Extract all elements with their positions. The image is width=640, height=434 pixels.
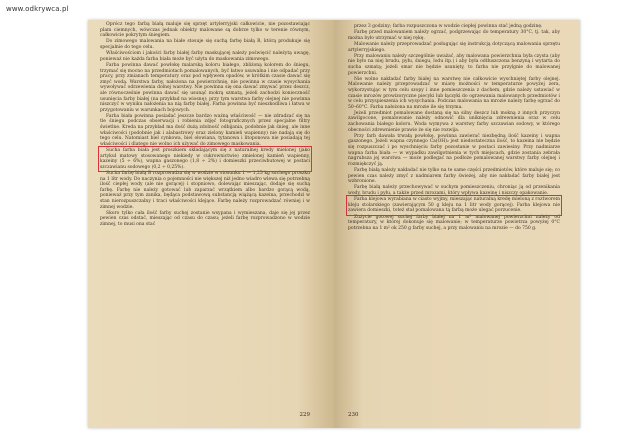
right-paragraph: przez 3 godziny; farba rozpuszczona w wodzie ciepłej powinna stać jedną godzinę. — [354, 24, 543, 29]
right-page-number: 230 — [348, 412, 359, 418]
watermark-text: www.odkrywca.pl — [6, 5, 69, 13]
right-paragraph: Farbę przed malowaniem należy ogrzać, podgrzewając do temperatury 30°C, tj. tak, aby można było utrzymać w niej rękę. — [348, 30, 560, 41]
right-page-text — [348, 24, 560, 232]
left-paragraph: Sucha farbę białą B rozprowadza się w wodzie w stosunku 1 — 1,25 kg suchego proszku na 1 litr wody. Do naczynia o pojemności nie większej niż jedno wiadro wlewa się potrzebną ilość ciepłej wody (ale nie gorącej) i stopniowo, dolewając mieszając, dodaje się suchą farbę. Farbę nie należy gotować lub zaparzać wrzątkiem albo bardzo gorącą wodą, ponieważ przy tym zanika, będąca podstawową substancją wiążącą kazeina, przechodzi w stan nierozpuszczalny i traci właściwości klejące. Farbę należy rozprowadzać równiej i w zimnej wodzie. — [100, 171, 310, 210]
right-paragraph: Farbę białą należy przechowywać w suchym pomieszczeniu, chroniąc ją od przenikania wody, brudu i pyłu, a także przed mrozami, który wpływa kazeinę i niszczy opakowanie. — [348, 185, 560, 196]
right-paragraph: Przy farb dawała trwałą powłokę, powinna zawierać niezbędną ilość kazeiny i wapna gaszonego. Jeżeli wapna czynnego Ca(OH)₂ jest niedostateczna ilość, to kazeina nie będzie się rozpuszczać i po wyschnięciu farby pozostanie w postaci zawiesiny. Przy nadmiarze wapna farba biała — w wypadku zawilgotnienia w tych miejscach, gdzie zostania zebrała nagrubsza jej warstwa — może podlegać na podłoże pomalowanej warstwy farby olejnej i rozmiękczyć ją. — [348, 133, 560, 167]
right-paragraph: Jeżeli przedmiot pomalowane dostaną się na silny deszcz lub mokną z innych przyczyn zawilgocone, pomalowanie należy odnowić dla uniknięcia zdrewnienia oraz w celu zachowania białego koloru. Woda wymywa z warstwy farby szczawian sodowy, w którego obecności zdrewnienie prawie że się nie rozwija. — [348, 110, 560, 133]
left-paragraph: Oprócz tego farbą białą maluje się sprzęt artylerryjski całkowicie, nie pozostawiając plam ciemnych, wówczas jednak obiekty malowane są dobrze tylko w terenie równym, całkowicie pokrytym śniegiem. — [100, 22, 310, 39]
left-paragraph: Do zimowego malowania na białe stosuje się suchą farbę białą B, którą produkuje się specjalnie do tego celu. — [100, 39, 310, 50]
right-highlighted-paragraph: Farba klejowa wyrabiana w ciasto wyjmy, mieszając naturalną kredę mieloną z roztworem kleju stolarskiego (zawierającym 50 g kleju na 1 litr wody gorącej). Farba klejowa nie zawiera domieszki, toteż stał pomalowana tą farbą może ulegać porzucenie. — [348, 197, 560, 214]
left-paragraph: Farba powinna dawać powłokę malarską koloru białego, zbliżoną kolorem do śniegu, trzymać się mocno na przedmiotach pomalowanych, być łatwo usuwalna i nie odpadać przy pracy, przy zmianach temperatury oraz pod wpływem opadów, w krótkim czasie dawać się zmyć wodą. Warstwa farby, nałożona na powierzchnię, nie powinna w czasie wysychania wywoływać odrzewienia dolnej warstwy. Nie powinna się ona dawać zmywać przez deszcz, ale równocześnie powinna dawać się usunąć mokrą szmatą, jeżeli zachodzi konieczność usunięcia farby białej (na przykład na wiosnę); przy tym warstwa farby olejnej nie powinna niszczyć w wyniku nałożenia na nią farby białej. Farba powinna być nieszkodliwa i łatwa w przygotowaniu w warunkach bojowych. — [100, 62, 310, 113]
right-paragraph: Malowanie należy przeprowadzać posługując się instrukcją dotyczącą malowania sprzętu artylerryjskiego. — [348, 41, 560, 53]
right-paragraph: Farbę białą należy nakładać nie tylko na te same części przedmiotów, które maluje się; co pewien czas należy zmyć z nadmiarem farby świeżej, aby nie nakładać farby białej jest wzbronione. — [348, 168, 560, 185]
left-paragraph: Skoro tylko cała ilość farby suchej zostanie wsypana i wymieszana, daje się jej przez pewien czas odstać, mieszając od czasu do czasu; jeżeli farbę rozprowadzono w wodzie zimnej, to musi ona stać — [100, 210, 310, 227]
left-page-text — [100, 22, 310, 228]
left-paragraph: Właściwościom i jakości farby białej farby maskującej należy poświęcić należytą uwagę, ponieważ nie każda farba biała może być użyta do maskowania zimowego. — [100, 51, 310, 62]
right-page — [334, 20, 580, 428]
left-paragraph: Farba biała powinna posiadać jeszcze bardzo ważną właściwość — nie zdradzać się na tle śniegu podczas obserwacji i robienia zdjęć fotograficznych przez specjalne filtry świetlne. Kreda na przykład ma dość dużą zdolność odbijania, podobnie jak śnieg, ale inne właściwości (podobnie jak i alabastrowy oraz zielony kamień wapienny) nie nadają się do tego celu. Natomiast biel cynkowa, biel ołowiana, tytanowa i litoponowa nie posiadają tej właściwości i dlatego nie wolno ich używać do zimowego maskowania. — [100, 113, 310, 147]
left-highlighted-paragraph: Sucha farba biała jest proszkiem składającym się z naturalnej kredy mielonej (jako artykuł matowy stosowanego niekiedy w cukrownictwie) zmielonej kamień wapienny, kazeiny (5 ÷ 6%), wapna gaszonego (1,8 ÷ 2%) i domieszki przeciwbutowej w postaci szczawianu sodowego (0,2 ÷ 0,25%). — [100, 148, 310, 170]
right-paragraph: Zużycie gotowej suchej farby białej na 1 m² malowanej powierzchni należy od temperatury, w której dokonuje się malowanie; w temperaturze powietrza powyżej 0°C potrzebna na 1 m² ok 250 g farby suchej, a przy malowaniu na mrozie — do 750 g. — [348, 214, 560, 231]
book-spread — [88, 20, 580, 428]
right-paragraph: Nie wolno nakładać farby białej na warstwę nie całkowicie wyschniętej farby olejnej. Malowanie należy przeprowadzać w miarę możności w temperaturze powyżej zera, wykorzystując w tym celu szopy i inne pomieszczenia z dachem, gdzie należy ustawiać w czasie mrozów prowizoryczne piecyki lub łączyki do ogrzewania malowanych przedmiotów i w celu przyspieszenia ich wysychania. Podczas malowania na mrozie należy farbę ogrzać do 50–60°C. Farba nałożona na mrozie ile się trzyma. — [348, 76, 560, 110]
left-page — [88, 20, 334, 428]
left-page-number: 229 — [299, 412, 310, 418]
right-paragraph: Przy malowaniu należy szczególnie uważać, aby malowana powierzchnia była czysta (aby nie było na niej brudu, pyłu, śniegu, lodu itp.) i aby była odtłuszczona benzyną i wytarta do sucha szmatą; jeżeli smar nie będzie usunięty, to farba nie przylgnie do malowanej powierzchni. — [348, 53, 560, 76]
